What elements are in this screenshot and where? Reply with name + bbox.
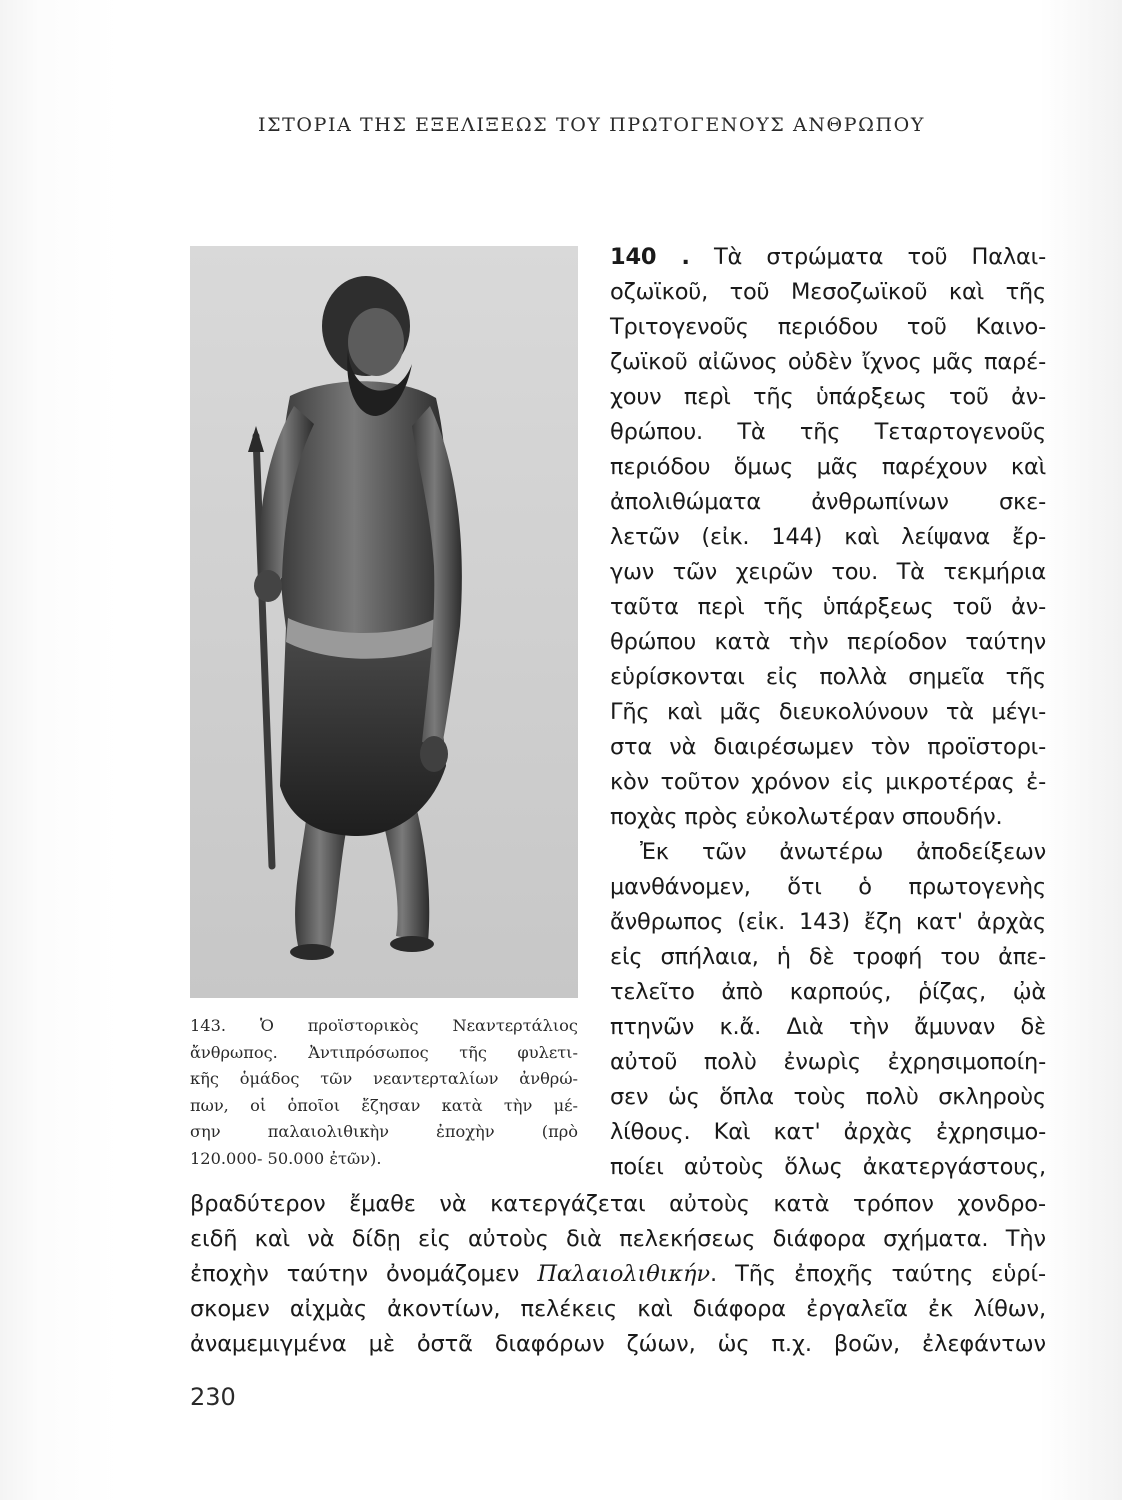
body-line-paragraph-start: Ἐκ τῶν ἀνωτέρω ἀποδείξεων — [640, 839, 1046, 865]
italic-term: Παλαιολιθικήν — [537, 1261, 711, 1287]
caption-line: σην παλαιολιθικὴν ἐποχὴν (πρὸ — [190, 1122, 578, 1141]
body-line: ποίει αὐτοὺς ὅλως ἀκατεργάστους, — [610, 1154, 1046, 1180]
body-line: θρώπου. Τὰ τῆς Τεταρτογενοῦς — [610, 419, 1046, 445]
body-line-full — [190, 1257, 1046, 1292]
caption-line: 120.000- 50.000 ἐτῶν). — [190, 1148, 382, 1168]
body-line: ἀπολιθώματα ἀνθρωπίνων σκε- — [610, 489, 1046, 515]
body-line: στα νὰ διαιρέσωμεν τὸν προϊστορι- — [610, 734, 1046, 760]
running-head: ΙΣΤΟΡΙΑ ΤΗΣ ΕΞΕΛΙΞΕΩΣ ΤΟΥ ΠΡΩΤΟΓΕΝΟΥΣ ΑΝΘΡΩΠΟΥ — [258, 114, 925, 136]
body-line-full: ειδῆ καὶ νὰ δίδῃ εἰς αὐτοὺς διὰ πελεκήσεως διάφορα σχήματα. Τὴν — [190, 1226, 1046, 1252]
body-line: ταῦτα περὶ τῆς ὑπάρξεως τοῦ ἀν- — [610, 594, 1046, 620]
body-text: . Τῆς ἐποχῆς ταύτης εὑρί- — [710, 1261, 1046, 1287]
body-line: ποχὰς πρὸς εὐκολωτέραν σπουδήν. — [610, 804, 1003, 830]
body-line-first — [610, 240, 1046, 275]
body-line: λίθους. Καὶ κατ' ἀρχὰς ἐχρησιμο- — [610, 1119, 1046, 1145]
body-line: εἰς σπήλαια, ἡ δὲ τροφή του ἀπε- — [610, 944, 1046, 970]
body-line: θρώπου κατὰ τὴν περίοδον ταύτην — [610, 629, 1046, 655]
body-line: τελεῖτο ἀπὸ καρπούς, ῥίζας, ᾠὰ — [610, 979, 1046, 1005]
body-line: ἄνθρωπος (εἰκ. 143) ἔζη κατ' ἀρχὰς — [610, 909, 1046, 935]
body-text: ἐποχὴν ταύτην ὀνομάζομεν — [190, 1261, 538, 1287]
body-line: γων τῶν χειρῶν του. Τὰ τεκμήρια — [610, 559, 1046, 585]
figure-caption — [190, 1013, 578, 1172]
page-number: 230 — [190, 1383, 236, 1411]
caption-line: πων, οἱ ὁποῖοι ἔζησαν κατὰ τὴν μέ- — [190, 1095, 578, 1115]
body-line: οζωϊκοῦ, τοῦ Μεσοζωϊκοῦ καὶ τῆς — [610, 279, 1046, 305]
body-line-full: βραδύτερον ἔμαθε νὰ κατεργάζεται αὐτοὺς κατὰ τρόπον χονδρο- — [190, 1191, 1046, 1217]
body-line: πτηνῶν κ.ἄ. Διὰ τὴν ἄμυναν δὲ — [610, 1014, 1046, 1040]
body-line: σεν ὡς ὅπλα τοὺς πολὺ σκληροὺς — [610, 1084, 1046, 1110]
body-line: περιόδου ὅμως μᾶς παρέχουν καὶ — [610, 454, 1046, 480]
body-line: Γῆς καὶ μᾶς διευκολύνουν τὰ μέγι- — [610, 699, 1046, 725]
body-line: ζωϊκοῦ αἰῶνος οὐδὲν ἴχνος μᾶς παρέ- — [610, 349, 1046, 375]
body-line: εὑρίσκονται εἰς πολλὰ σημεῖα τῆς — [610, 664, 1046, 690]
body-line: χουν περὶ τῆς ὑπάρξεως τοῦ ἀν- — [610, 384, 1046, 410]
section-number: 140 . — [610, 244, 690, 270]
body-line: λετῶν (εἰκ. 144) καὶ λείψανα ἔρ- — [610, 524, 1046, 550]
body-line: κὸν τοῦτον χρόνον εἰς μικροτέρας ἐ- — [610, 769, 1046, 795]
body-line-text: Τὰ στρώματα τοῦ Παλαι- — [713, 244, 1046, 270]
body-line: αὐτοῦ πολὺ ἐνωρὶς ἐχρησιμοποίη- — [610, 1049, 1046, 1075]
caption-line: κῆς ὁμάδος τῶν νεαντερταλίων ἀνθρώ- — [190, 1069, 578, 1088]
caption-line: ἄνθρωπος. Ἀντιπρόσωπος τῆς φυλετι- — [190, 1042, 578, 1062]
neanderthal-figure — [190, 246, 578, 998]
caption-line: 143. Ὁ προϊστορικὸς Νεαντερτάλιος — [190, 1016, 578, 1035]
neanderthal-illustration — [190, 246, 578, 998]
body-line-full: ἀναμεμιγμένα μὲ ὀστᾶ διαφόρων ζώων, ὡς π.χ. βοῶν, ἐλεφάντων — [190, 1331, 1046, 1357]
body-line-full: σκομεν αἰχμὰς ἀκοντίων, πελέκεις καὶ διάφορα ἐργαλεῖα ἐκ λίθων, — [190, 1296, 1046, 1322]
body-line: Τριτογενοῦς περιόδου τοῦ Καινο- — [610, 314, 1046, 340]
body-line: μανθάνομεν, ὅτι ὁ πρωτογενὴς — [610, 874, 1046, 900]
